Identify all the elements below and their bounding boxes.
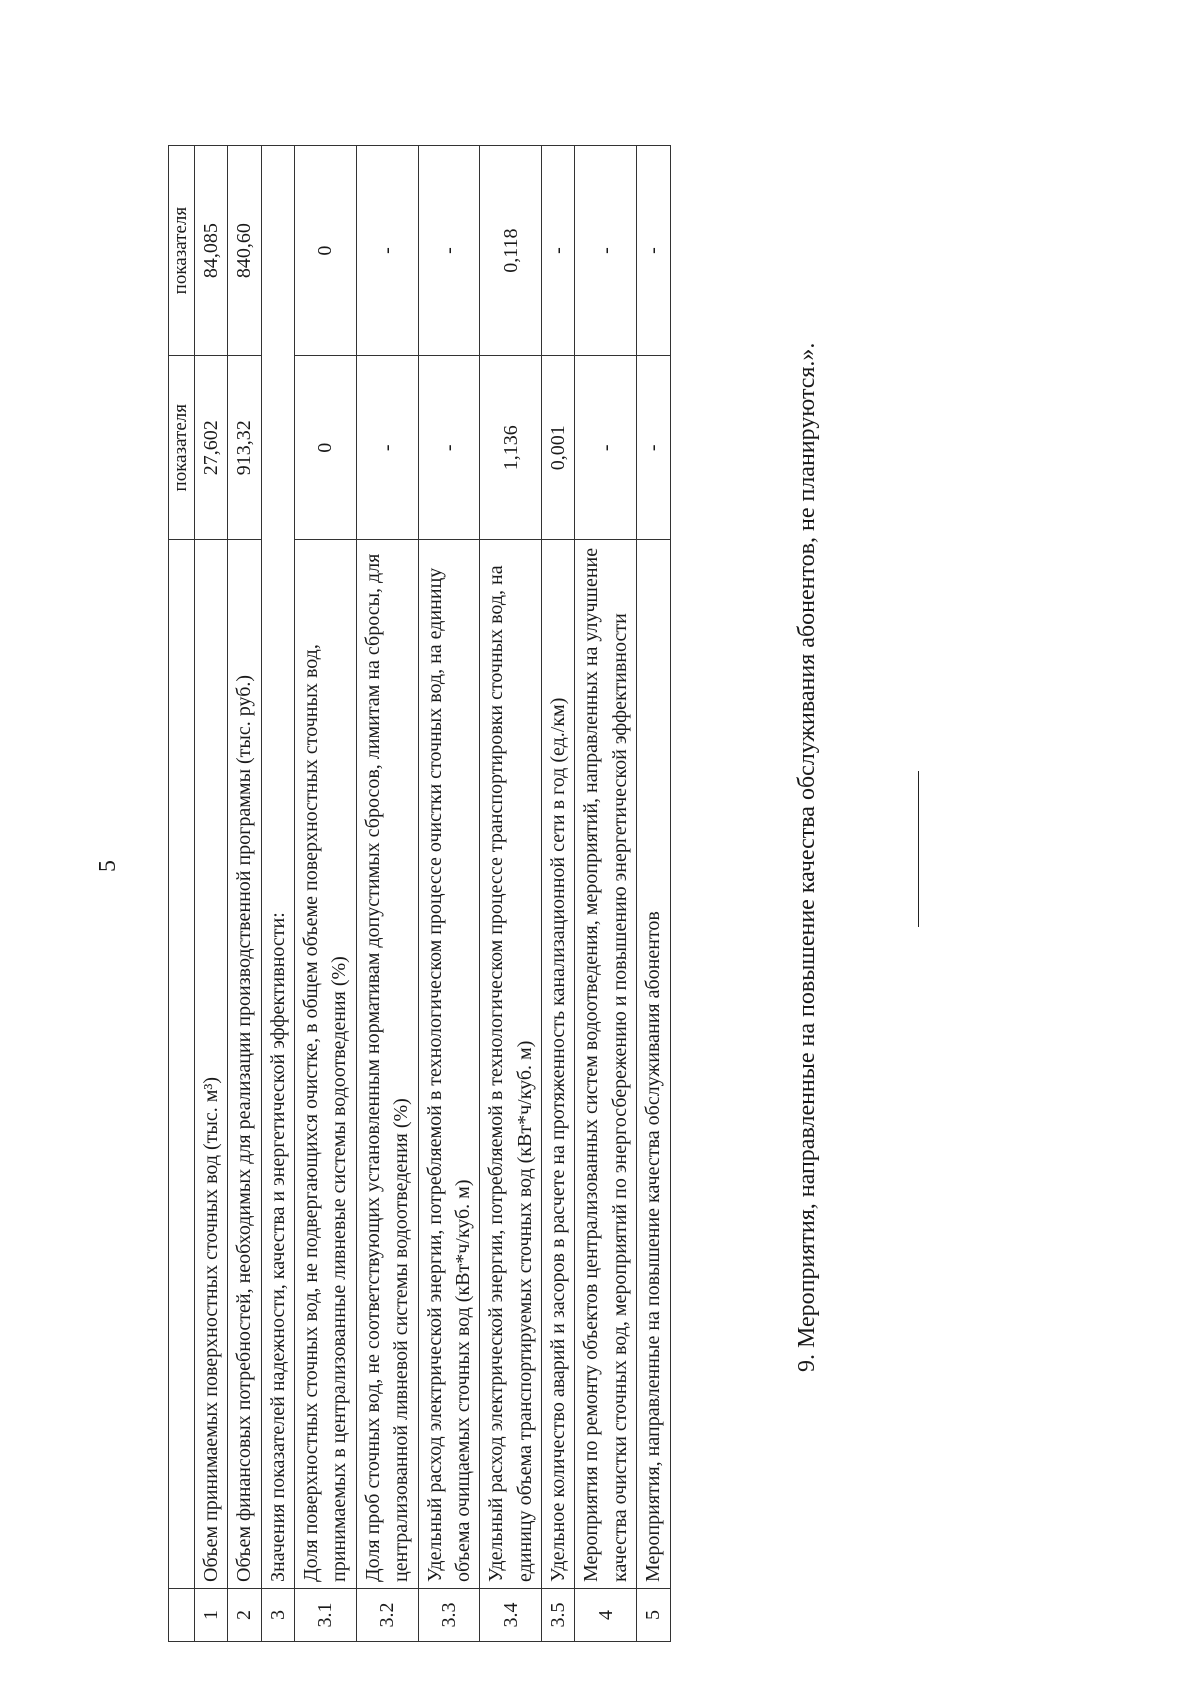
row-value1: 0	[294, 356, 356, 540]
row-number: 2	[228, 1588, 261, 1641]
table-row	[575, 146, 637, 1642]
row-value1: -	[575, 356, 637, 540]
row-value1: -	[637, 356, 670, 540]
section-row	[261, 146, 294, 1642]
row-description: Объем принимаемых поверхностных сточных вод (тыс. м³)	[194, 540, 227, 1589]
row-value2: 840,60	[228, 146, 261, 356]
row-value2: -	[356, 146, 418, 356]
table-row	[356, 146, 418, 1642]
row-value2: -	[418, 146, 480, 356]
row-description: Объем финансовых потребностей, необходимых для реализации производственной программы (тыс. руб.)	[228, 540, 261, 1589]
section-number: 3	[261, 1588, 294, 1641]
table-row	[228, 146, 261, 1642]
row-number: 3.1	[294, 1588, 356, 1641]
header-value2-cell: показателя	[169, 146, 195, 356]
row-description: Мероприятия, направленные на повышение качества обслуживания абонентов	[637, 540, 670, 1589]
row-value2: 84,085	[194, 146, 227, 356]
table-row	[637, 146, 670, 1642]
row-value2: 0	[294, 146, 356, 356]
table-row	[542, 146, 575, 1642]
header-desc-cell	[169, 540, 195, 1589]
row-value2: -	[637, 146, 670, 356]
section-title: Значения показателей надежности, качества и энергетической эффективности:	[261, 540, 294, 1589]
row-number: 4	[575, 1588, 637, 1641]
row-description: Удельное количество аварий и засоров в расчете на протяженность канализационной сети в год (ед./км)	[542, 540, 575, 1589]
row-value1: 1,136	[480, 356, 542, 540]
row-description: Доля поверхностных сточных вод, не подвергающихся очистке, в общем объеме поверхностных сточных вод, принимаемых в централизованные ливневые системы водоотведения (%)	[294, 540, 356, 1589]
indicators-table	[168, 145, 671, 1642]
page-number: 5	[95, 860, 121, 872]
table-row	[194, 146, 227, 1642]
table-row	[418, 146, 480, 1642]
row-value1: -	[356, 356, 418, 540]
table-header-row	[169, 146, 195, 1642]
row-value1: 0,001	[542, 356, 575, 540]
row-number: 3.5	[542, 1588, 575, 1641]
header-num-cell	[169, 1588, 195, 1641]
row-number: 1	[194, 1588, 227, 1641]
section-blank-cell	[261, 146, 294, 540]
row-value1: -	[418, 356, 480, 540]
row-description: Доля проб сточных вод, не соответствующих установленным нормативам допустимых сбросов, лимитам на сбросы, для централизованной ливневой системы водоотведения (%)	[356, 540, 418, 1589]
table-row	[294, 146, 356, 1642]
row-value1: 913,32	[228, 356, 261, 540]
row-value2: -	[542, 146, 575, 356]
row-description: Удельный расход электрической энергии, потребляемой в технологическом процессе транспортировки сточных вод, на единицу объема транспортируемых сточных вод (кВт*ч/куб. м)	[480, 540, 542, 1589]
row-number: 3.2	[356, 1588, 418, 1641]
row-value1: 27,602	[194, 356, 227, 540]
table-row	[480, 146, 542, 1642]
row-number: 3.4	[480, 1588, 542, 1641]
closing-paragraph: 9. Мероприятия, направленные на повышение качества обслуживания абонентов, не планируются.».	[794, 342, 820, 1372]
row-description: Мероприятия по ремонту объектов централизованных систем водоотведения, мероприятий, направленных на улучшение качества очистки сточных вод, мероприятий по энергосбережению и повышению энергетической эффективности	[575, 540, 637, 1589]
row-value2: 0,118	[480, 146, 542, 356]
row-number: 3.3	[418, 1588, 480, 1641]
header-value1-cell: показателя	[169, 356, 195, 540]
row-description: Удельный расход электрической энергии, потребляемой в технологическом процессе очистки сточных вод, на единицу объема очищаемых сточных вод (кВт*ч/куб. м)	[418, 540, 480, 1589]
row-number: 5	[637, 1588, 670, 1641]
row-value2: -	[575, 146, 637, 356]
closing-divider-line	[918, 771, 919, 927]
